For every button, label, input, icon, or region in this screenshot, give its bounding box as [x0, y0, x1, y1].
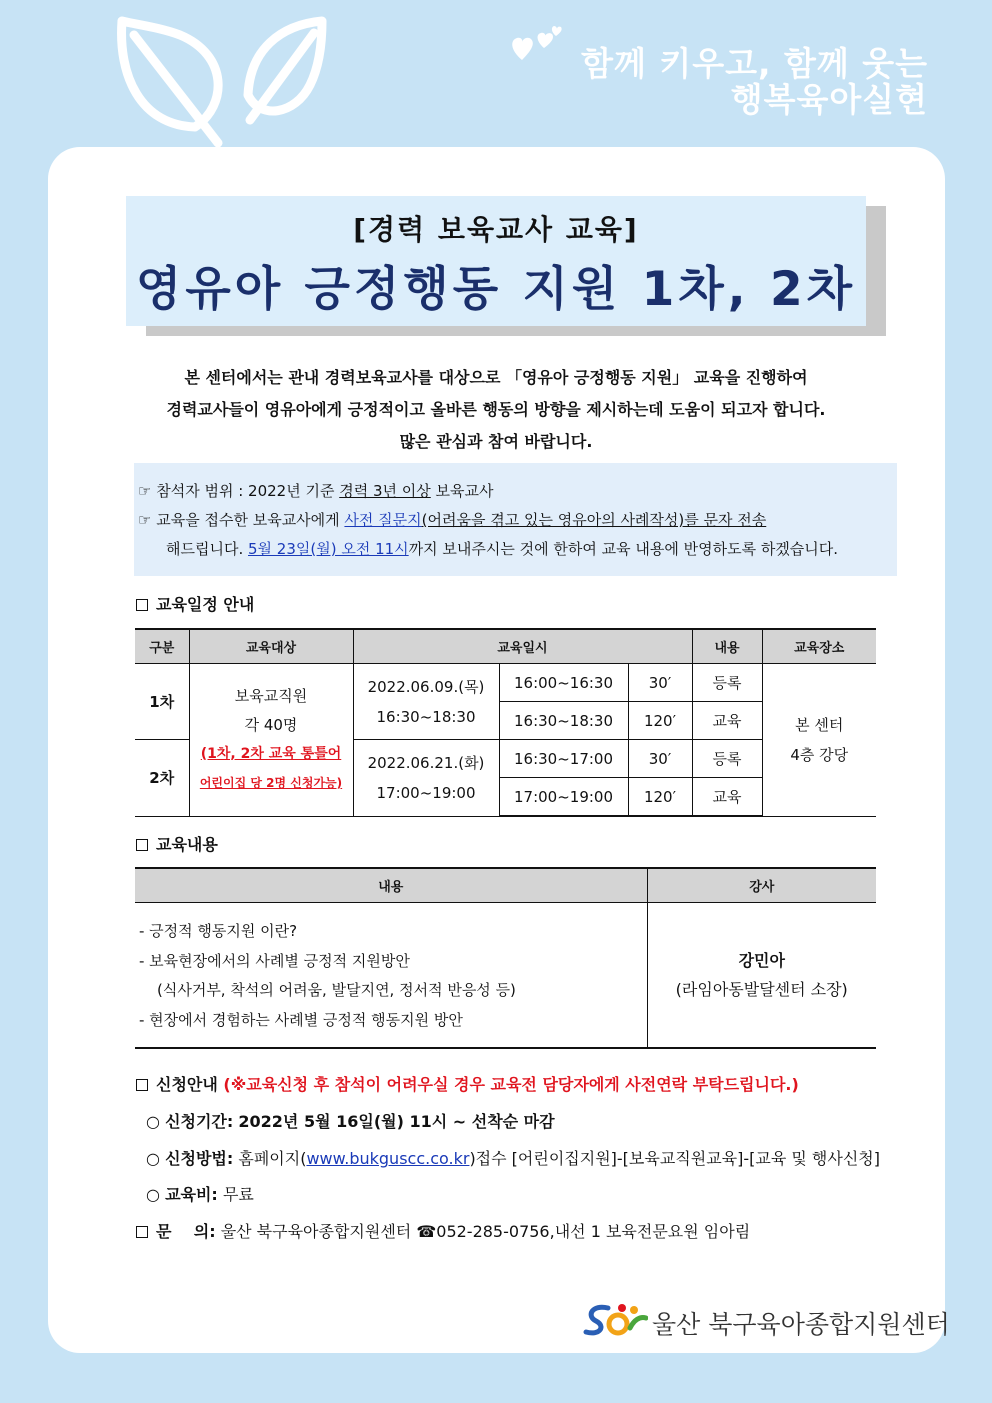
header-datetime: 교육일시: [353, 629, 692, 664]
header-place: 교육장소: [762, 629, 876, 664]
schedule-table: [135, 628, 876, 817]
duration-cell: 30′: [628, 664, 692, 702]
content-cell: 교육: [692, 778, 762, 817]
place-cell: [762, 664, 876, 817]
target-note2: 어린이집 당 2명 신청가능): [199, 775, 343, 790]
target-line2: 각 40명: [244, 715, 298, 734]
date1: 2022.06.09.(목): [367, 677, 485, 696]
circle-bullet-icon: ○: [146, 1112, 160, 1131]
header-content: 내용: [135, 868, 647, 903]
lecturer-org: (라임아동발달센터 소장): [675, 980, 848, 999]
round-2: 2차: [135, 740, 189, 817]
content-heading: [136, 832, 218, 855]
list-item: - 현장에서 경험하는 사례별 긍정적 행동지원 방안: [139, 1010, 463, 1029]
notice-deadline: 5월 23일(월) 오전 11시: [248, 540, 409, 558]
date2-time: 17:00~19:00: [376, 783, 476, 802]
contact-label: 문 의:: [156, 1222, 216, 1241]
homepage-link[interactable]: www.bukguscc.co.kr: [306, 1149, 470, 1168]
contact-row: [136, 1219, 750, 1242]
fee-value: 무료: [222, 1185, 254, 1204]
circle-bullet-icon: ○: [146, 1185, 160, 1204]
circle-bullet-icon: ○: [146, 1149, 160, 1168]
lecturer-cell: [647, 903, 876, 1049]
notice-text: 까지 보내주시는 것에 한하여 교육 내용에 반영하도록 하겠습니다.: [408, 540, 839, 558]
contact-value: 울산 북구육아종합지원센터 ☎052-285-0756,내선 1 보육전문요원 임아림: [220, 1222, 751, 1241]
apply-heading-text: 신청안내: [156, 1075, 218, 1094]
table-header-row: [135, 868, 876, 903]
slogan-line1: 함께 키우고, 함께 웃는: [581, 44, 928, 83]
method-text: )접수 [어린이집지원]-[보육교직원교육]-[교육 및 행사신청]: [469, 1149, 880, 1168]
time-cell: 17:00~19:00: [499, 778, 628, 817]
fee-label: 교육비:: [165, 1185, 218, 1204]
notice-text: 교육을 접수한 보육교사에게: [156, 511, 345, 529]
lecturer-name: 강민아: [738, 951, 785, 970]
title-box: [126, 196, 866, 326]
target-cell: [189, 664, 353, 817]
apply-period: [146, 1109, 555, 1132]
intro-line3: 많은 관심과 참여 바랍니다.: [399, 432, 593, 451]
apply-note: (※교육신청 후 참석이 어려우실 경우 교육전 담당자에게 사전연락 부탁드립니다.): [223, 1075, 799, 1094]
time-cell: 16:30~18:30: [499, 702, 628, 740]
square-bullet-icon: [136, 1226, 148, 1238]
period-value: 2022년 5월 16일(월) 11시 ~ 선착순 마감: [238, 1112, 555, 1131]
apply-method: [146, 1146, 880, 1169]
header-round: 구분: [135, 629, 189, 664]
duration-cell: 120′: [628, 778, 692, 817]
pointing-hand-icon: ☞: [138, 511, 152, 529]
content-cell: 등록: [692, 664, 762, 702]
notice-text: 해드립니다.: [166, 540, 248, 558]
page-title: 영유아 긍정행동 지원 1차, 2차: [135, 262, 857, 317]
table-row: [135, 903, 876, 1049]
round-1: 1차: [135, 664, 189, 740]
notice-emphasis: 경력 3년 이상: [339, 482, 431, 500]
leaf-icon: [110, 15, 340, 150]
square-bullet-icon: [136, 839, 148, 851]
list-item: - 긍정적 행동지원 이란?: [139, 922, 298, 940]
date1-cell: [353, 664, 499, 740]
pointing-hand-icon: ☞: [138, 482, 152, 500]
intro-line2: 경력교사들이 영유아에게 긍정적이고 올바른 행동의 방향을 제시하는데 도움이 되고자 합니다.: [166, 400, 826, 419]
notice-text: 참석자 범위 : 2022년 기준: [156, 482, 340, 500]
org-logo-icon: [582, 1300, 648, 1342]
content-table: [135, 867, 876, 1049]
content-heading-text: 교육내용: [156, 835, 218, 854]
content-cell: 등록: [692, 740, 762, 778]
method-label: 신청방법:: [165, 1149, 234, 1168]
date1-time: 16:30~18:30: [376, 707, 476, 726]
org-name: 울산 북구육아종합지원센터: [652, 1310, 950, 1339]
notice-emphasis: 사전 질문지: [344, 511, 422, 529]
slogan: [581, 46, 928, 118]
intro-text: [120, 362, 872, 458]
title-sub: [경력 보육교사 교육]: [353, 213, 639, 246]
time-cell: 16:00~16:30: [499, 664, 628, 702]
table-row: [135, 664, 876, 702]
hearts-icon: [508, 22, 568, 64]
header-lecturer: 강사: [647, 868, 876, 903]
method-text: 홈페이지(: [233, 1149, 307, 1168]
date2-cell: [353, 740, 499, 817]
schedule-heading: [136, 592, 254, 615]
time-cell: 16:30~17:00: [499, 740, 628, 778]
target-note1: (1차, 2차 교육 통틀어: [200, 745, 342, 762]
duration-cell: 120′: [628, 702, 692, 740]
schedule-heading-text: 교육일정 안내: [156, 595, 255, 614]
content-list: [135, 903, 647, 1049]
header-target: 교육대상: [189, 629, 353, 664]
apply-fee: [146, 1182, 254, 1205]
slogan-line2: 행복육아실현: [730, 80, 928, 119]
place-line1: 본 센터: [795, 715, 844, 734]
square-bullet-icon: [136, 599, 148, 611]
list-item: - 보육현장에서의 사례별 긍정적 지원방안: [139, 951, 410, 970]
notice-emphasis: (어려움을 겪고 있는 영유아의 사례작성)를 문자 전송: [421, 511, 767, 529]
place-line2: 4층 강당: [790, 745, 849, 764]
apply-heading: [136, 1072, 799, 1095]
notice-box: [134, 463, 897, 576]
notice-line1: [138, 477, 897, 506]
header-content: 내용: [692, 629, 762, 664]
period-label: 신청기간:: [165, 1112, 234, 1131]
notice-line2: [138, 506, 897, 535]
intro-line1: 본 센터에서는 관내 경력보육교사를 대상으로 「영유아 긍정행동 지원」 교육을 진행하여: [184, 368, 808, 387]
square-bullet-icon: [136, 1079, 148, 1091]
notice-text: 보육교사: [430, 482, 494, 500]
notice-line3: [138, 535, 897, 564]
date2: 2022.06.21.(화): [367, 753, 485, 772]
duration-cell: 30′: [628, 740, 692, 778]
content-cell: 교육: [692, 702, 762, 740]
table-header-row: [135, 629, 876, 664]
target-line1: 보육교직원: [234, 686, 308, 705]
list-item: (식사거부, 착석의 어려움, 발달지연, 정서적 반응성 등): [157, 981, 516, 999]
